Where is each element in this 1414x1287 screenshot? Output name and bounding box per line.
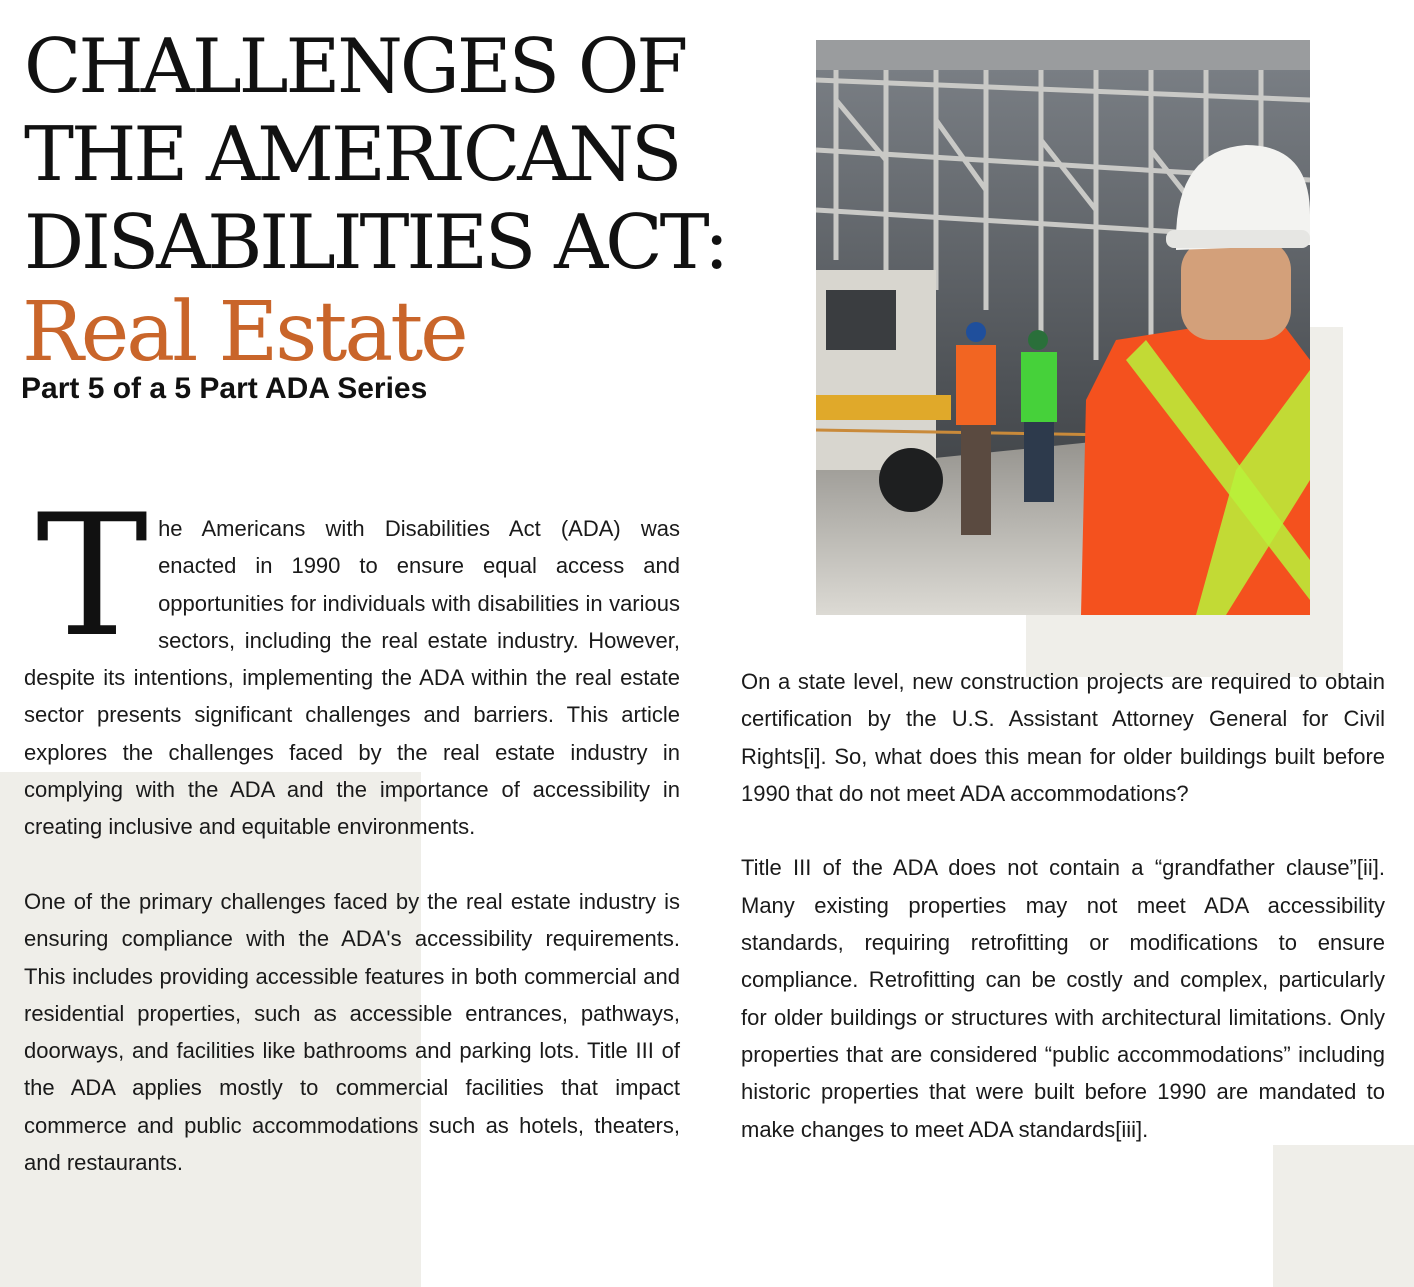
title-line: DISABILITIES ACT:	[24, 198, 727, 286]
article-right-column	[741, 663, 1385, 1148]
body-paragraph: One of the primary challenges faced by the real estate industry is ensuring compliance with the ADA's accessibility requirements. This includes providing accessible features in both commercial and residential properties, such as accessible entrances, pathways, doorways, and facilities like bathrooms and parking lots. Title III of the ADA applies mostly to commercial facilities that impact commerce and public accommodations such as hotels, theaters, and restaurants.	[24, 888, 680, 1176]
construction-site-photo	[816, 40, 1310, 615]
series-subtitle: Part 5 of a 5 Part ADA Series	[21, 372, 428, 405]
construction-photo-illustration	[816, 40, 1310, 615]
intro-paragraph	[24, 478, 680, 846]
title-accent: Real Estate	[22, 285, 466, 380]
paragraph-spacer	[741, 812, 1385, 849]
body-paragraph: Title III of the ADA does not contain a “grandfather clause”[ii]. Many existing properties may not meet ADA accessibility standards, requiring retrofitting or modifications to ensure compliance. Retrofitting can be costly and complex, particularly for older buildings or structures with architectural limitations. Only properties that are considered “public accommodations” including historic properties that were built before 1990 are mandated to make changes to meet ADA standards[iii].	[741, 855, 1385, 1142]
title-line: THE AMERICANS	[24, 110, 680, 198]
background-block-bottom-right	[1273, 1145, 1414, 1287]
article-left-column	[24, 478, 680, 1181]
intro-text: he Americans with Disabilities Act (ADA) was enacted in 1990 to ensure equal access and opportunities for individuals with disabilities in various sectors, including the real estate industry. However, despite its intentions, implementing the ADA within the real estate sector presents significant challenges and barriers. This article explores the challenges faced by the real estate industry in complying with the ADA and the importance of accessibility in creating inclusive and equitable environments.	[24, 516, 680, 840]
drop-cap: T	[36, 478, 149, 674]
page-title	[24, 22, 804, 286]
paragraph-spacer	[24, 846, 680, 883]
title-line: CHALLENGES OF	[24, 22, 686, 110]
body-paragraph: On a state level, new construction projects are required to obtain certification by the U.S. Assistant Attorney General for Civil Rights[i]. So, what does this mean for older buildings built before 1990 that do not meet ADA accommodations?	[741, 669, 1385, 806]
